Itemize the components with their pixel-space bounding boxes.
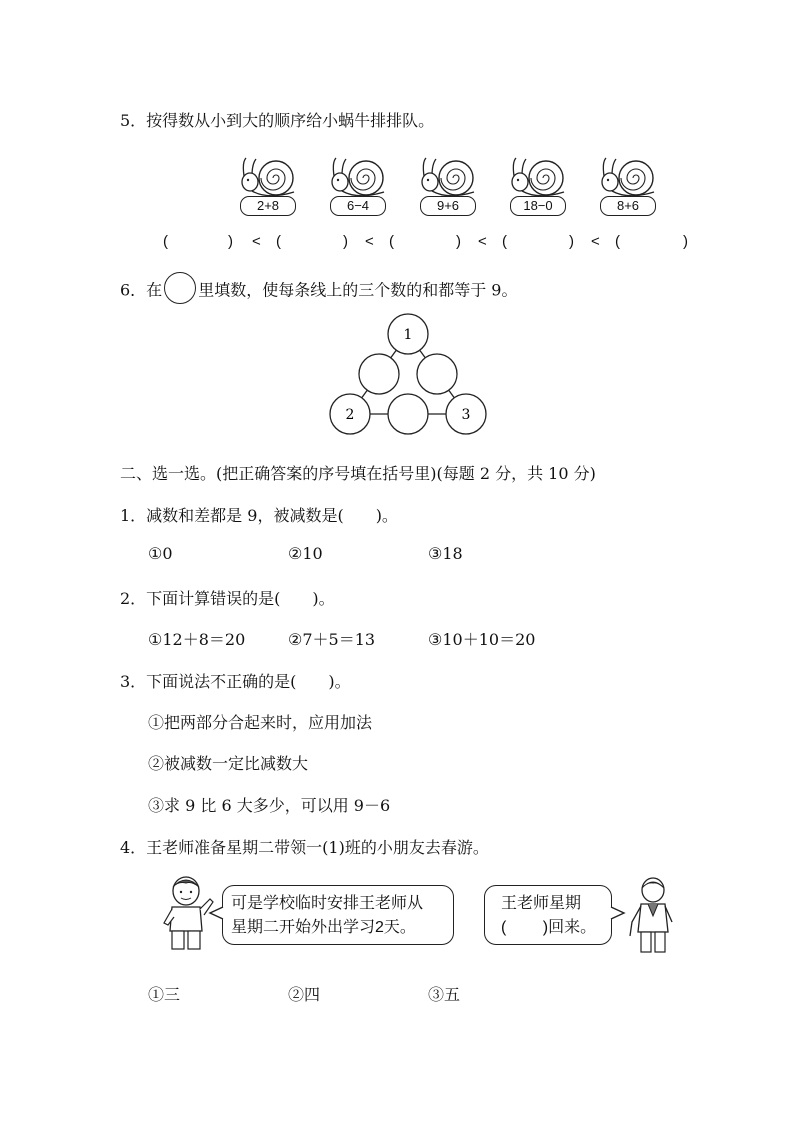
question-5-text: 5．按得数从小到大的顺序给小蜗牛排排队。	[120, 111, 435, 130]
snail-expression: 8+6	[600, 196, 656, 216]
less-than-sign: <	[252, 233, 261, 250]
snail-4	[508, 156, 570, 218]
circle-bottom-mid[interactable]	[388, 394, 428, 434]
question-6-prefix: 6．在	[120, 280, 163, 300]
snail-5	[598, 156, 660, 218]
blank-open-paren: (	[163, 233, 168, 250]
snail-icon	[328, 156, 390, 200]
circle-left-number: 2	[345, 407, 355, 423]
bubble-right-line-1: 王老师星期	[501, 895, 582, 912]
bubble-right-line-2: ( )回来。	[501, 919, 597, 936]
snail-expression: 9+6	[420, 196, 476, 216]
snail-2	[328, 156, 390, 218]
snail-icon	[418, 156, 480, 200]
bubble-left-tail	[208, 905, 224, 921]
s2-q2-option-2[interactable]: ②7＋5＝13	[288, 630, 376, 649]
snail-expression: 2+8	[240, 196, 296, 216]
snail-1	[238, 156, 300, 218]
s2-q3-option-3[interactable]: ③求 9 比 6 大多少，可以用 9－6	[148, 796, 391, 815]
s2-q1-option-3[interactable]: ③18	[428, 544, 463, 563]
s2-q4-option-1[interactable]: ①三	[148, 985, 181, 1004]
s2-q1-option-1[interactable]: ①0	[148, 544, 173, 563]
bubble-left-line-1: 可是学校临时安排王老师从	[231, 895, 424, 912]
s2-q3-option-2[interactable]: ②被减数一定比减数大	[148, 754, 309, 773]
teacher-illustration	[628, 876, 678, 956]
s2-q4-option-2[interactable]: ②四	[288, 985, 321, 1004]
triangle-diagram	[328, 312, 488, 437]
snail-3	[418, 156, 480, 218]
section-2-title: 二、选一选。(把正确答案的序号填在括号里)(每题 2 分，共 10 分)	[120, 464, 596, 483]
s2-question-4: 4．王老师准备星期二带领一(1)班的小朋友去春游。	[120, 838, 489, 857]
snail-icon	[508, 156, 570, 200]
s2-q1-option-2[interactable]: ②10	[288, 544, 323, 563]
circle-mid-left[interactable]	[359, 354, 399, 394]
blank-open-paren: (	[276, 233, 281, 250]
blank-close-paren: )	[683, 233, 688, 250]
blank-open-paren: (	[389, 233, 394, 250]
s2-question-3: 3．下面说法不正确的是( )。	[120, 672, 351, 691]
speech-bubble-right	[484, 885, 612, 945]
less-than-sign: <	[478, 233, 487, 250]
question-6-text	[120, 275, 517, 307]
circle-mid-right[interactable]	[417, 354, 457, 394]
circle-right-number: 3	[461, 407, 471, 423]
blank-open-paren: (	[502, 233, 507, 250]
snail-icon	[598, 156, 660, 200]
blank-close-paren: )	[456, 233, 461, 250]
circle-top-number: 1	[403, 327, 413, 343]
s2-q2-option-3[interactable]: ③10＋10＝20	[428, 630, 536, 649]
s2-q2-option-1[interactable]: ①12＋8＝20	[148, 630, 246, 649]
blank-close-paren: )	[228, 233, 233, 250]
blank-open-paren: (	[615, 233, 620, 250]
less-than-sign: <	[365, 233, 374, 250]
blank-close-paren: )	[569, 233, 574, 250]
blank-close-paren: )	[343, 233, 348, 250]
question-6-suffix: 里填数，使每条线上的三个数的和都等于 9。	[198, 280, 518, 300]
snail-expression: 18−0	[510, 196, 566, 216]
bubble-left-line-2: 星期二开始外出学习2天。	[231, 919, 416, 936]
s2-q3-option-1[interactable]: ①把两部分合起来时，应用加法	[148, 713, 373, 732]
snail-icon	[238, 156, 300, 200]
less-than-sign: <	[591, 233, 600, 250]
circle-symbol	[164, 272, 196, 304]
s2-q4-option-3[interactable]: ③五	[428, 985, 461, 1004]
bubble-right-tail	[610, 905, 626, 921]
speech-bubble-left	[222, 885, 454, 945]
s2-question-2: 2．下面计算错误的是( )。	[120, 589, 335, 608]
snail-expression: 6−4	[330, 196, 386, 216]
s2-question-1: 1．减数和差都是 9，被减数是( )。	[120, 506, 398, 525]
